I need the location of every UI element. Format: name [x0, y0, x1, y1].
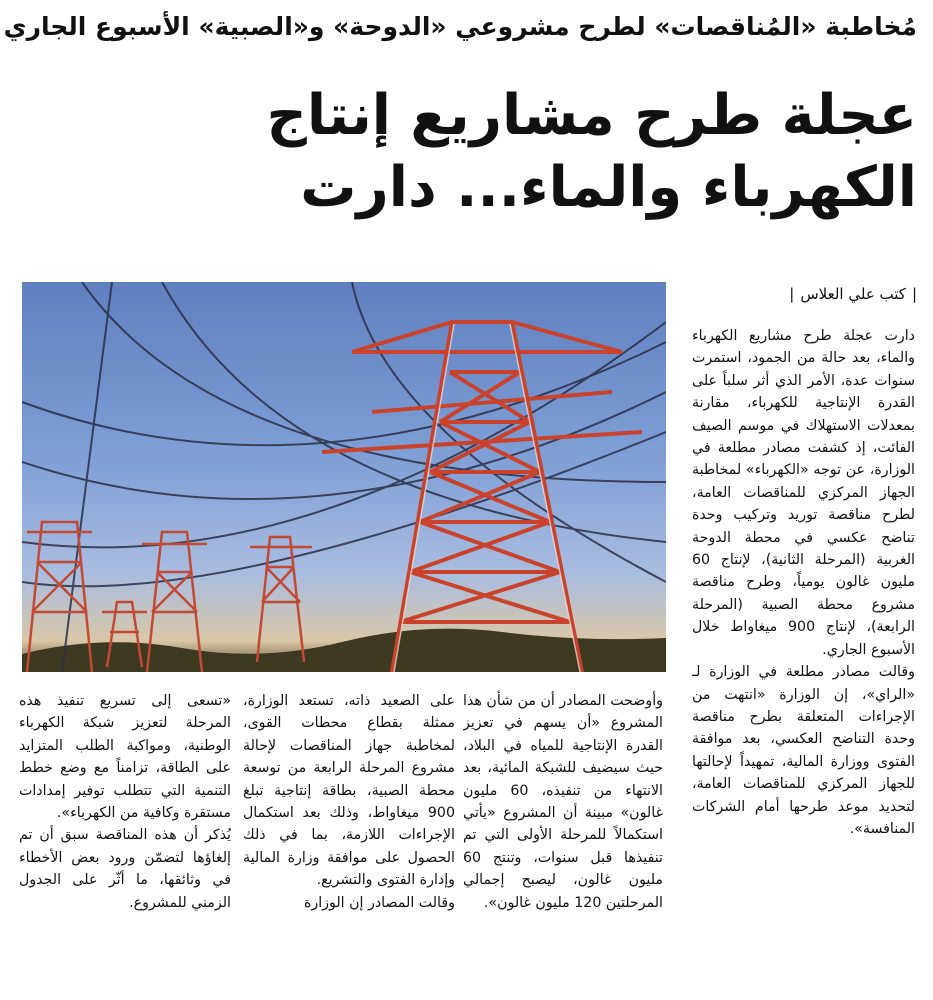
article-kicker: مُخاطبة «المُناقصات» لطرح مشروعي «الدوحة» و«الصبية» الأسبوع الجاري — [3, 12, 917, 41]
article-column-4 — [19, 690, 231, 990]
article-headline — [17, 80, 917, 224]
byline-divider: | — [911, 285, 917, 303]
headline-line-2: الكهرباء والماء... دارت — [300, 155, 917, 220]
headline-line-1: عجلة طرح مشاريع إنتاج — [266, 83, 917, 148]
article-column-1 — [692, 325, 915, 1000]
column-3-paragraph-2: وقالت المصادر إن الوزارة — [303, 894, 455, 911]
column-1-paragraph-1: دارت عجلة طرح مشاريع الكهرباء والماء، بعد حالة من الجمود، استمرت سنوات عدة، الأمر الذي أثر سلباً على القدرة الإنتاجية للكهرباء، مقارنة بمعدلات الاستهلاك في موسم الصيف الفائت، إذ كشفت مصادر مطلعة في الوزارة، عن توجه «الكهرباء» لمخاطبة الجهاز المركزي للمناقصات العامة، لطرح مناقصة توريد وتركيب وحدة تناضح عكسي في محطة الدوحة الغربية (المرحلة الثانية)، لإنتاج 60 مليون غالون يومياً، وطرح مناقصة مشروع محطة الصبية (المرحلة الرابعة)، لإنتاج 900 ميغاواط خلال الأسبوع الجاري. — [692, 328, 915, 658]
byline-author: كتب علي العلاس — [800, 285, 906, 303]
byline — [677, 283, 917, 305]
article-column-2 — [463, 690, 663, 990]
column-4-paragraph-1: «تسعى إلى تسريع تنفيذ هذه المرحلة لتعزيز شبكة الكهرباء الوطنية، ومواكبة الطلب المتزايد على الطاقة، تزامناً مع وضع خطط التنمية التي تتطلب توفير إمدادات مستقرة وكافية من الكهرباء». — [19, 693, 231, 822]
article-column-3 — [243, 690, 455, 990]
byline-divider-end: | — [789, 285, 795, 303]
column-2-paragraph-1: وأوضحت المصادر أن من شأن هذا المشروع «أن يسهم في تعزيز القدرة الإنتاجية للمياه في البلاد، حيث سيضيف للشبكة المائية، بعد الانتهاء من تنفيذه، 60 مليون غالون» مبينة أن المشروع «يأتي استكمالاً للمرحلة الأولى التي تم تنفيذها قبل سنوات، وتنتج 60 مليون غالون، ليصبح إجمالي المرحلتين 120 مليون غالون». — [463, 693, 663, 911]
article-photo-power-pylons — [22, 282, 666, 672]
column-1-paragraph-2: وقالت مصادر مطلعة في الوزارة لـ «الراي»، إن الوزارة «انتهت من الإجراءات المتعلقة بطرح مناقصة وحدة التناضح العكسي، بعد موافقة الفتوى ووزارة المالية، تمهيداً لإحالتها للجهاز المركزي للمناقصات العامة، لتحديد موعد طرحها أمام الشركات المنافسة». — [692, 664, 915, 837]
column-4-paragraph-2: يُذكر أن هذه المناقصة سبق أن تم إلغاؤها لتضمّن ورود بعض الأخطاء في وثائقها، ما أثّر على الجدول الزمني للمشروع. — [19, 827, 231, 911]
column-3-paragraph-1: على الصعيد ذاته، تستعد الوزارة، ممثلة بقطاع محطات القوى، لمخاطبة جهاز المناقصات لإحالة مشروع المرحلة الرابعة من توسعة محطة الصبية، بطاقة إنتاجية تبلغ 900 ميغاواط، وذلك بعد استكمال الإجراءات اللازمة، بما في ذلك الحصول على موافقة وزارة المالية وإدارة الفتوى والتشريع. — [243, 693, 455, 889]
